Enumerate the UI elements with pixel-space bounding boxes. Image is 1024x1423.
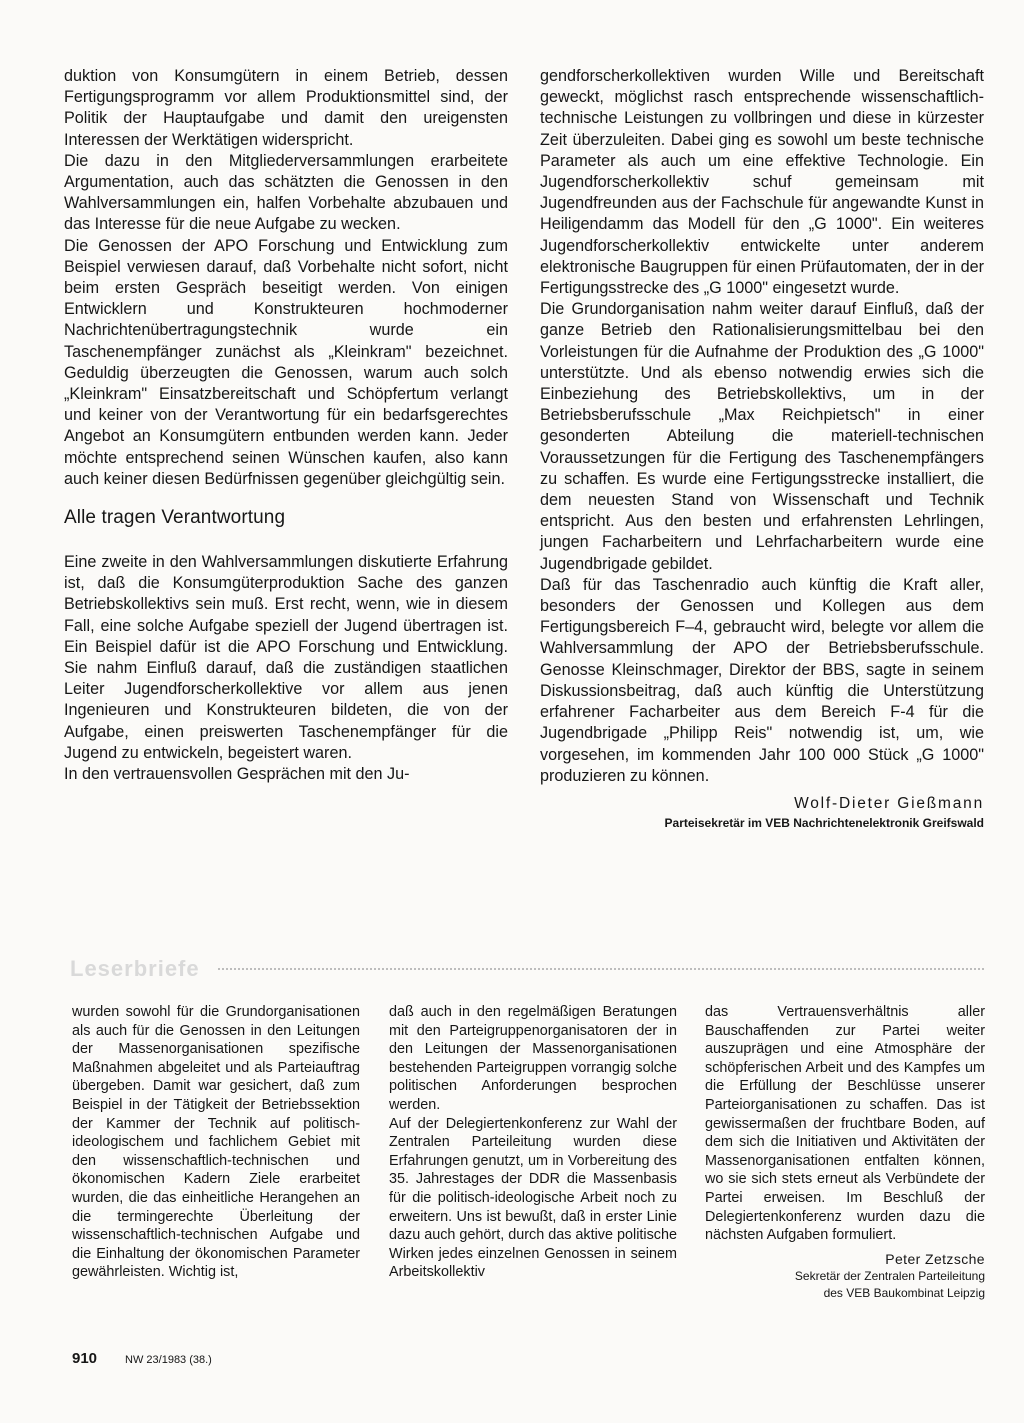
article-paragraph: In den vertrauensvollen Gesprächen mit den Ju- [64,765,410,784]
article-paragraph: gendforscherkollektiven wurden Wille und Bereitschaft geweckt, möglichst rasch entsprechende wissenschaftlich-technische Leistungen zu vollbringen und diese in kürzester Zeit überzuleiten. Dabei ging es sowohl um beste technische Parameter als auch um eine effektive Technologie. Ein Jugendforscherkollektiv schuf gemeinsam mit Jugendfreunden aus der Fachschule für angewandte Kunst in Heiligendamm das Modell für den „G 1000". Ein weiteres Jugendforscherkollektiv entwickelte unter anderem elektronische Baugruppen für einen Prüfautomaten, der in der Fertigungsstrecke des „G 1000" eingesetzt wurde. [540,67,984,298]
issue-label: NW 23/1983 (38.) [125,1354,212,1366]
section-divider [218,968,984,970]
article-right-column [540,66,984,830]
article-paragraph: Daß für das Taschenradio auch künftig die Kraft aller, besonders der Genossen und Kollegen aus dem Fertigungsbereich F–4, gebraucht wird, belegte vor allem die Wahlversammlung der APO der Betriebsberufsschule. Genosse Kleinschmager, Direktor der BBS, sagte in seinem Diskussionsbeitrag, daß auch künftig die Unterstützung erfahrener Facharbeiter aus dem Bereich F-4 für die Jugendbrigade „Philipp Reis" notwendig ist, um, wie vorgesehen, im kommenden Jahr 100 000 Stück „G 1000" produzieren zu können. [540,575,984,785]
section-title-leserbriefe: Leserbriefe [70,956,200,981]
author-signature: Wolf-Dieter Gießmann [794,794,984,812]
letter-column-2 [389,1003,677,1282]
article-paragraph: Die Genossen der APO Forschung und Entwicklung zum Beispiel verwiesen darauf, daß Vorbehalte nicht sofort, nicht beim ersten Gespräch beseitigt werden. Von einigen Entwicklern und Konstrukteuren hochmoderner Nachrichtenübertragungstechnik wurde ein Taschenempfänger zunächst als „Kleinkram" bezeichnet. Geduldig überzeugten die Genossen, warum auch solch „Kleinkram" Einsatzbereitschaft und Schöpfertum verlangt und keiner von der Verantwortung für ein bedarfsgerechtes Angebot an Konsumgütern entbunden werden kann. Jeder möchte entsprechend seinen Wünschen kaufen, also kann auch keiner diesen Bedürfnissen gegenüber gleichgültig sein. [64,236,508,488]
author-role: Parteisekretär im VEB Nachrichtenelektronik Greifswald [664,815,984,830]
page-number: 910 [72,1350,98,1367]
article-paragraph: Die Grundorganisation nahm weiter darauf Einfluß, daß der ganze Betrieb den Rationalisierungsmittelbau bei den Vorleistungen für die Aufnahme der Produktion des „G 1000" unterstützte. Und als ebenso notwendig erwies sich die Einbeziehung des Betriebskollektivs, um in der Betriebsberufsschule „Max Reichpietsch" in einer gesonderten Abteilung die materiell-technischen Voraussetzungen für die Fertigung des Taschenempfängers zu schaffen. Es wurde eine Fertigungsstrecke installiert, die dem neuesten Stand von Wissenschaft und Technik entspricht. Aus den besten und erfahrensten Lehrlingen, jungen Facharbeitern und Lehrfacharbeitern wurde eine Jugendbrigade gebildet. [540,300,984,573]
letter-signature-role-1: Sekretär der Zentralen Parteileitung [794,1268,985,1283]
letter-signature-role-2: des VEB Baukombinat Leipzig [823,1285,985,1300]
letter-paragraph: Auf der Delegiertenkonferenz zur Wahl der Zentralen Parteileitung wurden diese Erfahrungen genutzt, um in Vorbereitung des 35. Jahrestages der DDR die Massenbasis für die politisch-ideologische Arbeit noch zu erweitern. Uns ist bewußt, daß in erster Linie dazu auch gehört, durch das aktive politische Wirken jedes einzelnen Genossen in seinem Arbeitskollektiv [389,1115,677,1281]
page-footer [72,1350,212,1367]
letter-paragraph: das Vertrauensverhältnis aller Bauschaffenden zur Partei weiter auszuprägen und eine Atmosphäre der schöpferischen Arbeit und des Kampfes um die Erfüllung der Beschlüsse unserer Parteiorganisationen zu schaffen. Das ist gewissermaßen der fruchtbare Boden, auf dem sich die Initiativen und Aktivitäten der Massenorganisationen entfalten können, wo sie sich stets erneut als Verbündete der Partei erweisen. Im Beschluß der Delegiertenkonferenz wurden dazu die nächsten Aufgaben formuliert. [705,1004,985,1244]
letter-paragraph: wurden sowohl für die Grundorganisationen als auch für die Genossen in den Leitungen der Massenorganisationen spezifische Maßnahmen abgeleitet und als Parteiauftrag übergeben. Damit war gesichert, daß zum Beispiel in der Tätigkeit der Betriebssektion der Kammer der Technik auf politisch-ideologischem und fachlichem Gebiet mit den wissenschaftlich-technischen und ökonomischen Kadern Ziele erarbeitet wurden, die das einheitliche Herangehen an die termingerechte Überleitung der wissenschaftlich-technischen Aufgabe und die Einhaltung der ökonomischen Parameter gewährleisten. Wichtig ist, [72,1004,360,1281]
article-paragraph: Eine zweite in den Wahlversammlungen diskutierte Erfahrung ist, daß die Konsumgüterproduktion Sache des ganzen Betriebskollektivs sein muß. Erst recht, wenn, wie in diesem Fall, eine solche Aufgabe speziell der Jugend übertragen ist. Ein Beispiel dafür ist die APO Forschung und Entwicklung. Sie nahm Einfluß darauf, daß die zuständigen staatlichen Leiter Jugendforscherkollektive vor allem aus jenen Ingenieuren und Konstrukteuren bildeten, die von der Aufgabe, einen preiswerten Taschenempfänger für die Jugend zu entwickeln, begeistert waren. [64,553,508,762]
letter-paragraph: daß auch in den regelmäßigen Beratungen mit den Parteigruppenorganisatoren der in den Leitungen der Massenorganisationen bestehenden Parteigruppen vorrangig solche politischen Anforderungen besprochen werden. [389,1004,677,1113]
article-left-column [64,66,508,785]
letter-column-3 [705,1003,985,1301]
section-heading: Alle tragen Verantwortung [64,507,286,529]
letter-column-1 [72,1003,360,1282]
letter-signature: Peter Zetzsche [885,1250,985,1267]
article-paragraph: duktion von Konsumgütern in einem Betrieb, dessen Fertigungsprogramm vor allem Produktionsmittel sind, der Politik der Hauptaufgabe und damit den ureigensten Interessen der Werktätigen widerspricht. [64,67,508,149]
article-paragraph: Die dazu in den Mitgliederversammlungen erarbeitete Argumentation, auch das schätzten die Genossen in den Wahlversammlungen ein, halfen Vorbehalte abzubauen und das Interesse für die neue Aufgabe zu wecken. [64,151,508,234]
